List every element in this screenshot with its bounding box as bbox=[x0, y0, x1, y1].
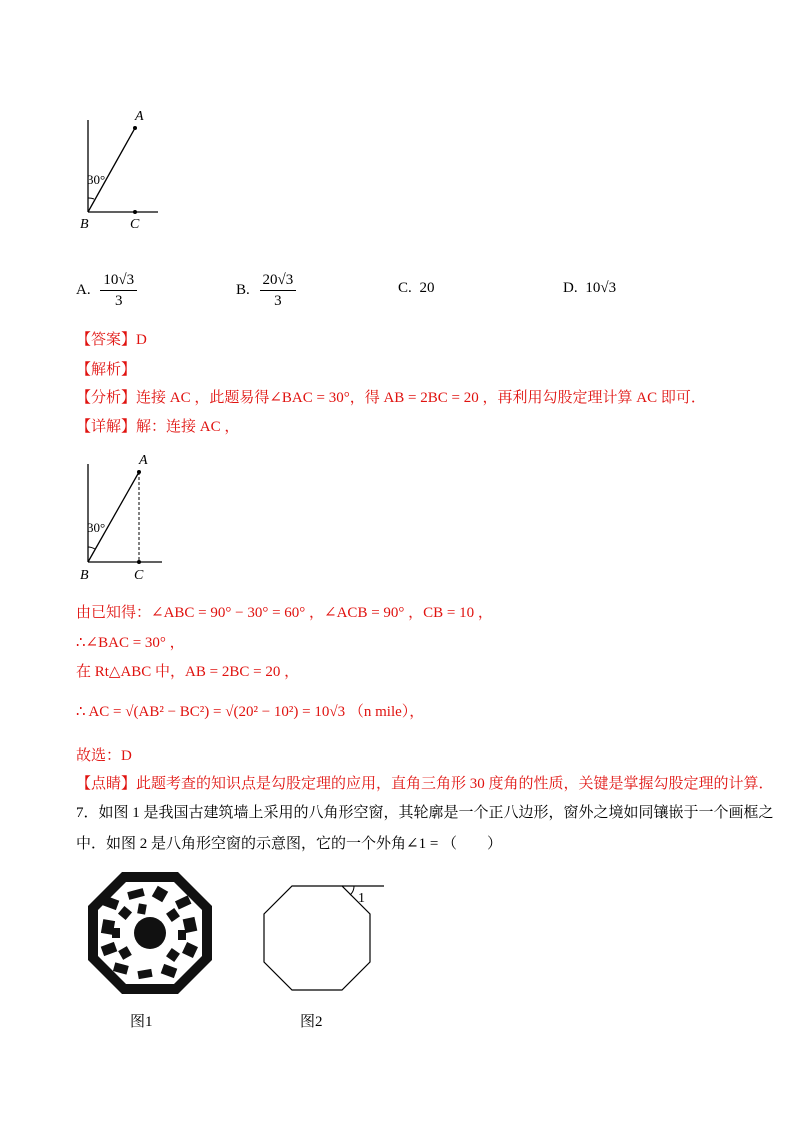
option-b bbox=[236, 270, 296, 311]
angle-1-label: 1 bbox=[358, 891, 365, 906]
question7-line2: 中．如图 2 是八角形空窗的示意图，它的一个外角∠1 = （ ） bbox=[76, 836, 503, 852]
jiexi-tag: 【解析】 bbox=[76, 362, 137, 378]
option-c-value: 20 bbox=[419, 280, 435, 296]
figure1-caption: 图1 bbox=[130, 1014, 153, 1030]
figure2-caption: 图2 bbox=[300, 1014, 323, 1030]
option-d-letter: D. bbox=[563, 280, 578, 296]
answer-tag: 【答案】 bbox=[76, 332, 137, 348]
xiangjie-tag: 【详解】 bbox=[76, 419, 137, 435]
point-c-label: C bbox=[134, 568, 144, 583]
xiangjie-text: 解：连接 AC ， bbox=[136, 419, 240, 435]
option-a bbox=[76, 270, 137, 311]
option-b-letter: B. bbox=[236, 281, 250, 298]
step-3: 在 Rt△ABC 中，AB = 2BC = 20 ， bbox=[76, 664, 300, 680]
option-a-denominator: 3 bbox=[114, 293, 123, 309]
option-b-denominator: 3 bbox=[274, 293, 282, 309]
point-c-label: C bbox=[130, 217, 140, 232]
answer-line bbox=[76, 330, 147, 350]
option-b-numerator: 20√3 bbox=[260, 270, 297, 291]
step-1: 由已知得：∠ABC = 90° − 30° = 60° ，∠ACB = 90° ，CB = 10 ， bbox=[76, 605, 493, 621]
xiangjie-line bbox=[76, 417, 239, 437]
figure-triangle-abc bbox=[72, 446, 172, 586]
dianjing-line bbox=[76, 774, 774, 794]
point-a-label: A bbox=[139, 453, 148, 468]
answer-value: D bbox=[136, 332, 147, 348]
guxuan-line: 故选：D bbox=[76, 748, 132, 764]
angle-label: 30° bbox=[87, 172, 106, 187]
octagon-diagram-figure bbox=[258, 878, 388, 998]
point-a-label: A bbox=[135, 109, 144, 124]
option-d-value: 10√3 bbox=[585, 280, 617, 296]
angle-label: 30° bbox=[87, 520, 106, 535]
step-2: ∴∠BAC = 30° ， bbox=[76, 635, 185, 651]
figure-angle-abc bbox=[72, 100, 172, 240]
fenxi-line bbox=[76, 388, 706, 408]
question7-line1: 7．如图 1 是我国古建筑墙上采用的八角形空窗，其轮廓是一个正八边形，窗外之境如同镶嵌于一个画框之 bbox=[76, 805, 774, 821]
fenxi-text: 连接 AC ，此题易得∠BAC = 30°，得 AB = 2BC = 20 ，再利用勾股定理计算 AC 即可． bbox=[136, 390, 706, 406]
dianjing-text: 此题考查的知识点是勾股定理的应用，直角三角形 30 度角的性质，关键是掌握勾股定理的计算． bbox=[136, 776, 774, 792]
dianjing-tag: 【点睛】 bbox=[76, 776, 137, 792]
point-b-label: B bbox=[80, 568, 89, 583]
option-c-letter: C. bbox=[398, 280, 412, 296]
fenxi-tag: 【分析】 bbox=[76, 390, 137, 406]
step-4: ∴ AC = √(AB² − BC²) = √(20² − 10²) = 10√3 （n mile）， bbox=[76, 704, 425, 720]
octagon-window-figure bbox=[80, 868, 220, 998]
option-a-letter: A. bbox=[76, 281, 91, 298]
option-c bbox=[398, 278, 435, 298]
option-a-numerator: 10√3 bbox=[100, 270, 137, 291]
option-d bbox=[563, 278, 616, 298]
point-b-label: B bbox=[80, 217, 89, 232]
